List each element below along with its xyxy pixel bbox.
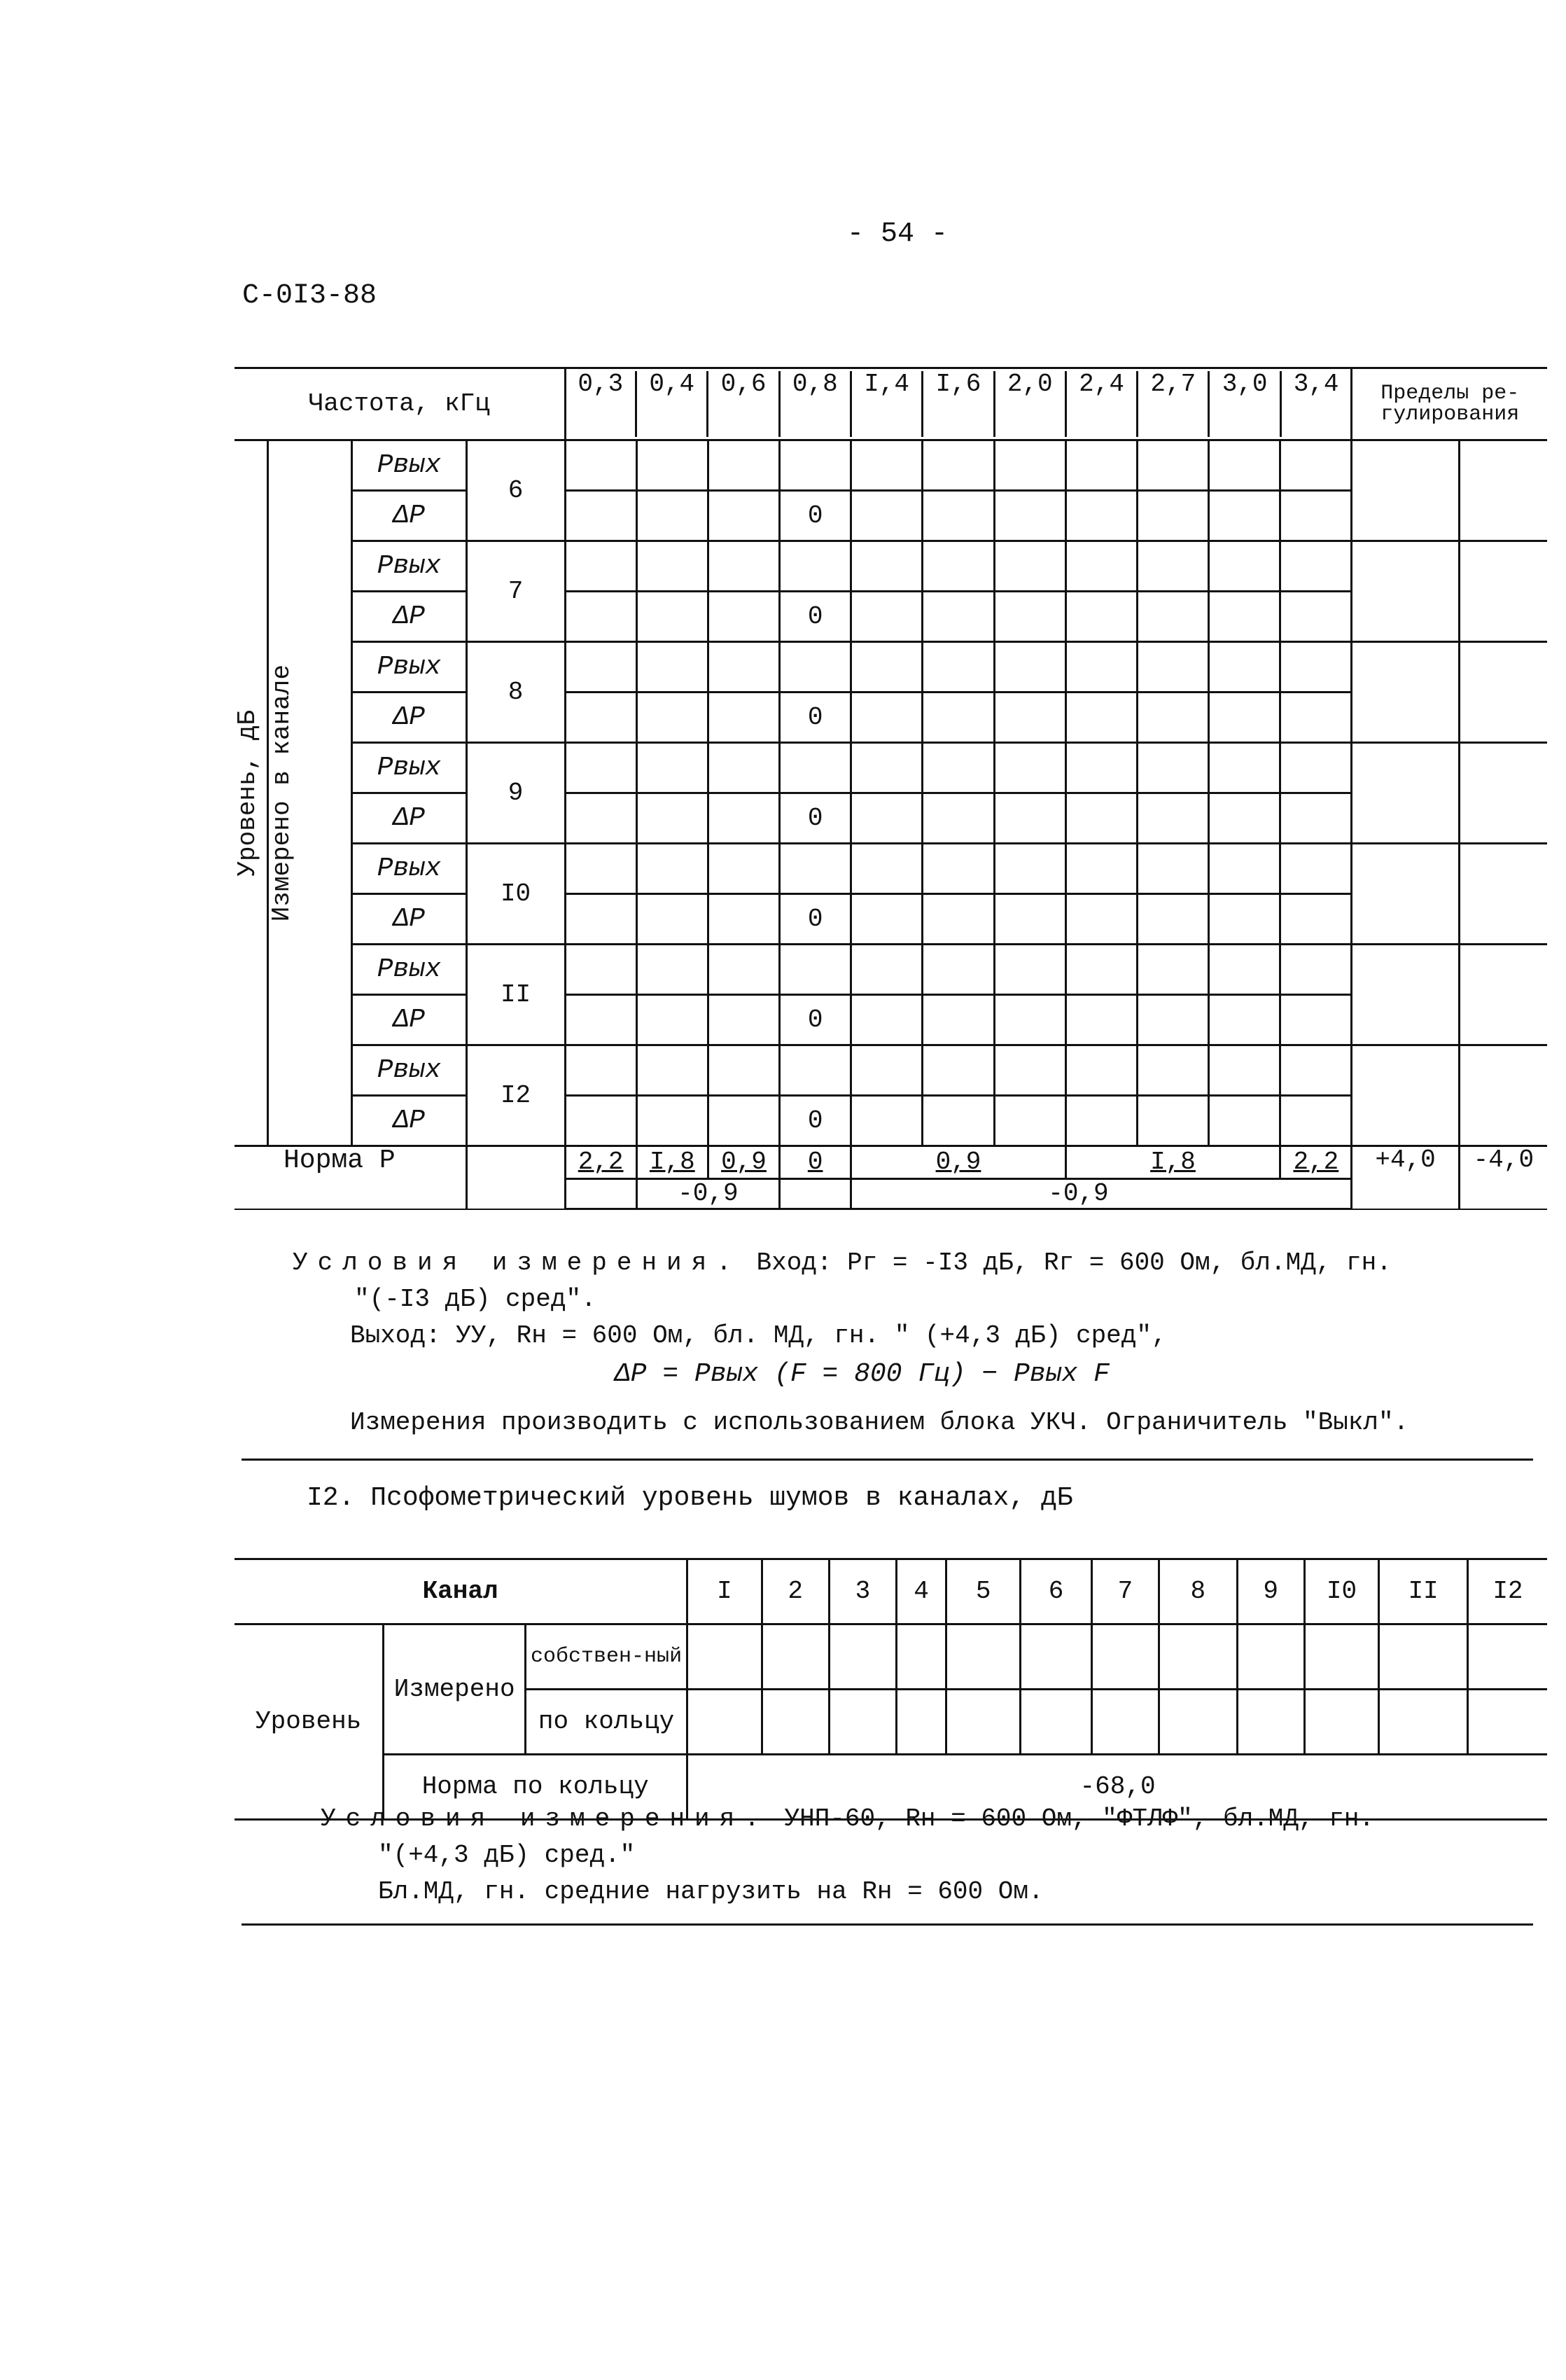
value-cell (1209, 995, 1280, 1045)
value-cell (1280, 793, 1352, 844)
norm-lower-value: -0,9 (636, 1179, 779, 1209)
level-label: Уровень, дБ (233, 709, 262, 877)
value-cell (780, 743, 851, 793)
value-cell (1209, 844, 1280, 894)
frequency-header: 0,6 (708, 371, 779, 437)
value-cell (1209, 642, 1280, 693)
value-cell (923, 995, 994, 1045)
value-cell (780, 541, 851, 592)
value-cell (708, 1096, 779, 1146)
delta-p-value: 0 (780, 894, 851, 945)
value-cell (708, 995, 779, 1045)
value-cell (565, 693, 636, 743)
norm-upper-value: 0,9 (851, 1146, 1066, 1179)
conditions-1 (293, 1245, 1408, 1441)
value-cell (708, 592, 779, 642)
value-cell (1209, 541, 1280, 592)
frequency-header: I,4 (851, 371, 922, 437)
pout-label: Pвых (352, 945, 466, 995)
channel-header: 5 (946, 1559, 1021, 1624)
value-cell (1065, 541, 1137, 592)
value-cell (994, 592, 1065, 642)
value-cell (708, 894, 779, 945)
value-cell (994, 1096, 1065, 1146)
frequency-header: 2,7 (1138, 371, 1209, 437)
value-cell (780, 642, 851, 693)
value-cell (1209, 491, 1280, 541)
conditions-1-line3: Выход: УУ, Rн = 600 Ом, бл. МД, гн. " (+4,3 дБ) сред", (350, 1321, 1167, 1351)
value-cell (708, 743, 779, 793)
delta-p-label: ΔP (352, 995, 466, 1045)
channel-number: I0 (466, 844, 565, 945)
conditions-2 (321, 1801, 1374, 1911)
loop-norm-value: -68,0 (687, 1755, 1547, 1820)
limit-cell (1459, 541, 1547, 642)
table-row (235, 945, 1547, 995)
conditions-1-line1: Вход: Pг = -I3 дБ, Rг = 600 Ом, бл.МД, гн. (756, 1248, 1392, 1277)
measured-in-channel-label: Измерено в канале (267, 664, 296, 922)
blank-cell (565, 1179, 636, 1209)
limit-cell (1352, 743, 1459, 844)
value-cell (923, 1045, 994, 1096)
value-cell (1209, 1045, 1280, 1096)
table-row (235, 592, 1547, 642)
value-cell (1065, 1045, 1137, 1096)
limit-cell (1459, 743, 1547, 844)
conditions-2-title: Условия измерения. (321, 1804, 769, 1833)
value-cell (1209, 693, 1280, 743)
channel-header: 2 (762, 1559, 829, 1624)
table-row (235, 844, 1547, 894)
value-cell (851, 1096, 923, 1146)
limit-cell (1459, 1045, 1547, 1146)
value-cell (1065, 592, 1137, 642)
value-cell (636, 592, 708, 642)
value-cell (565, 793, 636, 844)
frequency-header: 0,8 (779, 371, 851, 437)
level-label: Уровень (235, 1624, 384, 1820)
value-cell (923, 541, 994, 592)
value-cell (1065, 894, 1137, 945)
value-cell (923, 793, 994, 844)
value-cell (1280, 491, 1352, 541)
pout-label: Pвых (352, 440, 466, 491)
table-row (235, 743, 1547, 793)
value-cell (1137, 995, 1208, 1045)
pout-label: Pвых (352, 1045, 466, 1096)
value-cell (708, 693, 779, 743)
document-code: С-0I3-88 (242, 280, 377, 312)
value-cell (780, 1045, 851, 1096)
value-cell (1137, 1045, 1208, 1096)
value-cell (565, 440, 636, 491)
conditions-2-line1: УНП-60, Rн = 600 Ом, "ФТЛФ", бл.МД, гн. (784, 1804, 1375, 1833)
limits-label: Пределы ре-гулирования (1352, 368, 1547, 440)
norm-upper-value: 2,2 (1280, 1146, 1352, 1179)
value-cell (923, 1096, 994, 1146)
limit-cell (1352, 642, 1459, 743)
channel-number: 9 (466, 743, 565, 844)
channel-header: 9 (1237, 1559, 1304, 1624)
value-cell (851, 743, 923, 793)
value-cell (780, 844, 851, 894)
table-row (235, 1045, 1547, 1096)
value-cell (994, 541, 1065, 592)
value-cell (923, 440, 994, 491)
conditions-2-line3: Бл.МД, гн. средние нагрузить на Rн = 600 Ом. (378, 1877, 1044, 1907)
value-cell (636, 743, 708, 793)
table-row (235, 491, 1547, 541)
value-cell (1280, 693, 1352, 743)
value-cell (851, 592, 923, 642)
limit-cell (1352, 1045, 1459, 1146)
value-cell (923, 945, 994, 995)
value-cell (636, 793, 708, 844)
value-cell (994, 995, 1065, 1045)
delta-p-value: 0 (780, 592, 851, 642)
value-cell (1065, 693, 1137, 743)
channel-header: 3 (829, 1559, 896, 1624)
value-cell (1137, 1096, 1208, 1146)
value-cell (565, 945, 636, 995)
pout-label: Pвых (352, 642, 466, 693)
value-cell (636, 491, 708, 541)
value-cell (565, 844, 636, 894)
limit-value: -4,0 (1459, 1146, 1547, 1209)
value-cell (851, 440, 923, 491)
value-cell (994, 844, 1065, 894)
value-cell (1209, 1096, 1280, 1146)
value-cell (1065, 440, 1137, 491)
conditions-1-formula: ΔP = Pвых (F = 800 Гц) − Pвых F (615, 1358, 1110, 1389)
frequency-header: 2,0 (994, 371, 1065, 437)
channel-header: I (687, 1559, 762, 1624)
value-cell (1209, 945, 1280, 995)
value-cell (708, 945, 779, 995)
value-cell (636, 440, 708, 491)
value-cell (1280, 1045, 1352, 1096)
channel-header: 7 (1091, 1559, 1159, 1624)
value-cell (565, 1045, 636, 1096)
frequency-header: I,6 (923, 371, 994, 437)
value-cell (636, 541, 708, 592)
frequency-header: 3,0 (1209, 371, 1280, 437)
norm-upper-value: 0 (780, 1146, 851, 1179)
value-cell (851, 693, 923, 743)
norm-upper-value: I,8 (636, 1146, 708, 1179)
value-cell (1209, 743, 1280, 793)
delta-p-label: ΔP (352, 592, 466, 642)
value-cell (636, 1096, 708, 1146)
delta-p-label: ΔP (352, 1096, 466, 1146)
value-cell (923, 844, 994, 894)
delta-p-value: 0 (780, 693, 851, 743)
channel-header: 6 (1021, 1559, 1091, 1624)
value-cell (994, 743, 1065, 793)
value-cell (1280, 1096, 1352, 1146)
measured-label: Измерено (384, 1624, 526, 1755)
frequency-header: 0,3 (566, 371, 636, 437)
limit-cell (1459, 440, 1547, 541)
value-cell (1137, 642, 1208, 693)
value-cell (923, 491, 994, 541)
norm-row (235, 1146, 1547, 1179)
channel-header: II (1379, 1559, 1468, 1624)
value-cell (851, 1045, 923, 1096)
value-cell (1280, 592, 1352, 642)
value-cell (708, 642, 779, 693)
channel-number: 7 (466, 541, 565, 642)
value-cell (851, 642, 923, 693)
value-cell (994, 1045, 1065, 1096)
noise-level-table (235, 1558, 1547, 1821)
value-cell (780, 440, 851, 491)
value-cell (708, 1045, 779, 1096)
value-cell (851, 894, 923, 945)
delta-p-value: 0 (780, 1096, 851, 1146)
conditions-1-title: Условия измерения. (293, 1248, 741, 1277)
table-row (235, 693, 1547, 743)
value-cell (1137, 440, 1208, 491)
value-cell (1280, 440, 1352, 491)
value-cell (708, 440, 779, 491)
value-cell (565, 592, 636, 642)
delta-p-value: 0 (780, 793, 851, 844)
value-cell (636, 894, 708, 945)
norm-upper-value: 0,9 (708, 1146, 779, 1179)
value-cell (708, 491, 779, 541)
value-cell (565, 541, 636, 592)
value-cell (923, 642, 994, 693)
value-cell (1280, 945, 1352, 995)
conditions-2-line2: "(+4,3 дБ) сред." (378, 1841, 636, 1870)
frequency-header: 0,4 (636, 371, 708, 437)
value-cell (1280, 894, 1352, 945)
frequency-label: Частота, кГц (235, 368, 565, 440)
divider (242, 1923, 1533, 1926)
norm-lower-value: -0,9 (851, 1179, 1352, 1209)
section-12-title: I2. Псофометрический уровень шумов в каналах, дБ (307, 1483, 1073, 1513)
value-cell (565, 642, 636, 693)
table-row (235, 894, 1547, 945)
value-cell (1065, 642, 1137, 693)
loop-label: по кольцу (526, 1690, 687, 1755)
channel-header: 4 (897, 1559, 946, 1624)
value-cell (994, 894, 1065, 945)
value-cell (1280, 844, 1352, 894)
value-cell (1209, 592, 1280, 642)
limit-cell (1459, 642, 1547, 743)
divider (242, 1459, 1533, 1461)
delta-p-label: ΔP (352, 491, 466, 541)
value-cell (923, 743, 994, 793)
value-cell (994, 642, 1065, 693)
value-cell (851, 945, 923, 995)
value-cell (1209, 440, 1280, 491)
value-cell (1065, 945, 1137, 995)
table-row (235, 541, 1547, 592)
table-row (235, 793, 1547, 844)
limit-cell (1352, 945, 1459, 1045)
value-cell (851, 793, 923, 844)
value-cell (1280, 541, 1352, 592)
conditions-1-line2: "(-I3 дБ) сред". (354, 1285, 596, 1314)
value-cell (1137, 541, 1208, 592)
frequency-header: 2,4 (1065, 371, 1137, 437)
value-cell (1280, 995, 1352, 1045)
value-cell (851, 844, 923, 894)
delta-p-label: ΔP (352, 693, 466, 743)
value-cell (1280, 743, 1352, 793)
value-cell (636, 693, 708, 743)
table-row (235, 440, 1547, 491)
delta-p-value: 0 (780, 491, 851, 541)
value-cell (1065, 1096, 1137, 1146)
value-cell (1137, 491, 1208, 541)
value-cell (1137, 743, 1208, 793)
value-cell (851, 995, 923, 1045)
value-cell (565, 743, 636, 793)
frequency-header: 3,4 (1280, 371, 1350, 437)
norm-label: Норма P (284, 1146, 396, 1176)
delta-p-label: ΔP (352, 793, 466, 844)
loop-norm-label: Норма по кольцу (384, 1755, 687, 1820)
limit-cell (1352, 844, 1459, 945)
value-cell (1065, 844, 1137, 894)
table-row (235, 642, 1547, 693)
limit-cell (1352, 541, 1459, 642)
value-cell (565, 894, 636, 945)
frequency-response-table (235, 367, 1547, 1210)
channel-label: Канал (235, 1559, 687, 1624)
value-cell (1065, 793, 1137, 844)
value-cell (1137, 592, 1208, 642)
value-cell (636, 945, 708, 995)
value-cell (994, 491, 1065, 541)
value-cell (1137, 894, 1208, 945)
channel-number: 8 (466, 642, 565, 743)
channel-header: I2 (1467, 1559, 1547, 1624)
value-cell (1065, 995, 1137, 1045)
value-cell (1137, 945, 1208, 995)
value-cell (636, 844, 708, 894)
limit-value: +4,0 (1352, 1146, 1459, 1209)
value-cell (1209, 793, 1280, 844)
pout-label: Pвых (352, 541, 466, 592)
pout-label: Pвых (352, 743, 466, 793)
value-cell (1137, 693, 1208, 743)
value-cell (565, 995, 636, 1045)
channel-number: 6 (466, 440, 565, 541)
value-cell (923, 894, 994, 945)
delta-p-value: 0 (780, 995, 851, 1045)
value-cell (994, 440, 1065, 491)
value-cell (636, 1045, 708, 1096)
value-cell (708, 844, 779, 894)
limit-cell (1352, 440, 1459, 541)
value-cell (923, 693, 994, 743)
value-cell (565, 491, 636, 541)
table-row (235, 1096, 1547, 1146)
value-cell (1209, 894, 1280, 945)
value-cell (1137, 793, 1208, 844)
value-cell (851, 541, 923, 592)
value-cell (994, 693, 1065, 743)
value-cell (1280, 642, 1352, 693)
value-cell (565, 1096, 636, 1146)
value-cell (780, 945, 851, 995)
value-cell (708, 793, 779, 844)
delta-p-label: ΔP (352, 894, 466, 945)
value-cell (1137, 844, 1208, 894)
table-row (235, 995, 1547, 1045)
limit-cell (1459, 945, 1547, 1045)
norm-upper-value: I,8 (1065, 1146, 1280, 1179)
channel-header: I0 (1304, 1559, 1378, 1624)
value-cell (636, 995, 708, 1045)
value-cell (636, 642, 708, 693)
value-cell (994, 793, 1065, 844)
pout-label: Pвых (352, 844, 466, 894)
channel-number: II (466, 945, 565, 1045)
value-cell (994, 945, 1065, 995)
blank-cell (780, 1179, 851, 1209)
value-cell (851, 491, 923, 541)
channel-header: 8 (1159, 1559, 1237, 1624)
own-noise-label: собствен-ный (526, 1624, 687, 1690)
conditions-1-note: Измерения производить с использованием блока УКЧ. Ограничитель "Выкл". (350, 1407, 1409, 1437)
channel-number: I2 (466, 1045, 565, 1146)
value-cell (1065, 743, 1137, 793)
value-cell (923, 592, 994, 642)
value-cell (1065, 491, 1137, 541)
norm-upper-value: 2,2 (565, 1146, 636, 1179)
limit-cell (1459, 844, 1547, 945)
page-number: - 54 - (847, 218, 949, 250)
value-cell (708, 541, 779, 592)
